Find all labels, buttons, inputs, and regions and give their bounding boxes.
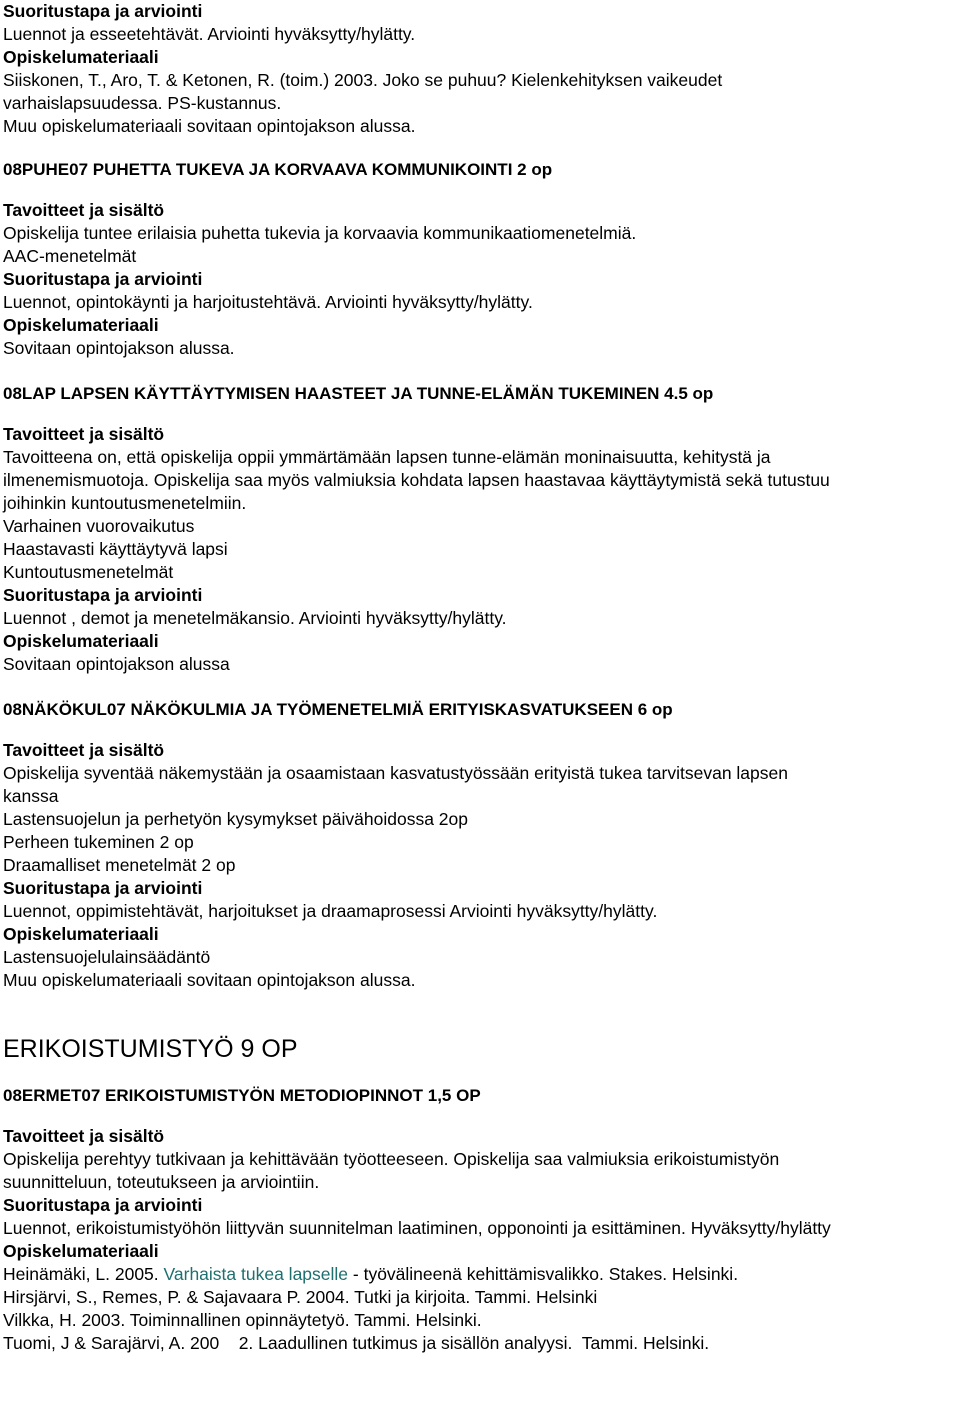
text-line: suunnitteluun, toteutukseen ja arviointiin.	[3, 1172, 320, 1192]
text-line: ilmenemismuotoja. Opiskelija saa myös valmiuksia kohdata lapsen haastavaa käyttäytymistä sekä tutustuu	[3, 470, 830, 490]
text-line: kanssa	[3, 786, 59, 806]
heading-tavoitteet: Tavoitteet ja sisältö	[3, 424, 165, 444]
text-line: Perheen tukeminen 2 op	[3, 832, 194, 852]
text-line: Luennot , demot ja menetelmäkansio. Arviointi hyväksytty/hylätty.	[3, 608, 507, 628]
text-line: Lastensuojelun ja perhetyön kysymykset päivähoidossa 2op	[3, 809, 469, 829]
section-intro	[3, 0, 960, 138]
course-title: 08LAP LAPSEN KÄYTTÄYTYMISEN HAASTEET JA TUNNE-ELÄMÄN TUKEMINEN 4.5 op	[3, 384, 714, 403]
section-nakokul07	[3, 698, 960, 992]
heading-tavoitteet: Tavoitteet ja sisältö	[3, 200, 165, 220]
heading-opiskelumateriaali: Opiskelumateriaali	[3, 315, 159, 335]
text-line: Sovitaan opintojakson alussa.	[3, 338, 235, 358]
reference-heinamaki	[3, 1263, 960, 1286]
text-line: Luennot, opintokäynti ja harjoitustehtävä. Arviointi hyväksytty/hylätty.	[3, 292, 533, 312]
text-line: Lastensuojelulainsäädäntö	[3, 947, 211, 967]
heading-suoritustapa: Suoritustapa ja arviointi	[3, 1, 203, 21]
section-puhe07	[3, 158, 960, 360]
reference-hirsjarvi: Hirsjärvi, S., Remes, P. & Sajavaara P. 2004. Tutki ja kirjoita. Tammi. Helsinki	[3, 1287, 598, 1307]
reference-text: Heinämäki, L. 2005.	[3, 1264, 164, 1284]
text-line: Sovitaan opintojakson alussa	[3, 654, 230, 674]
text-line: Opiskelija perehtyy tutkivaan ja kehittävään työotteeseen. Opiskelija saa valmiuksia erikoistumistyön	[3, 1149, 780, 1169]
heading-opiskelumateriaali: Opiskelumateriaali	[3, 631, 159, 651]
section-lap	[3, 382, 960, 676]
text-line: Luennot, erikoistumistyöhön liittyvän suunnitelman laatiminen, opponointi ja esittäminen. Hyväksytty/hylätty	[3, 1218, 831, 1238]
reference-link[interactable]: Varhaista tukea lapselle	[163, 1264, 349, 1284]
heading-tavoitteet: Tavoitteet ja sisältö	[3, 740, 165, 760]
heading-suoritustapa: Suoritustapa ja arviointi	[3, 269, 203, 289]
text-line: Luennot, oppimistehtävät, harjoitukset ja draamaprosessi Arviointi hyväksytty/hylätty.	[3, 901, 658, 921]
reference-text: - työvälineenä kehittämisvalikko. Stakes. Helsinki.	[348, 1264, 739, 1284]
heading-tavoitteet: Tavoitteet ja sisältö	[3, 1126, 165, 1146]
text-line: Draamalliset menetelmät 2 op	[3, 855, 236, 875]
text-line: Siiskonen, T., Aro, T. & Ketonen, R. (toim.) 2003. Joko se puhuu? Kielenkehityksen vaikeudet	[3, 70, 723, 90]
text-line: Opiskelija syventää näkemystään ja osaamistaan kasvatustyössään erityistä tukea tarvitsevan lapsen	[3, 763, 788, 783]
course-title: 08ERMET07 ERIKOISTUMISTYÖN METODIOPINNOT 1,5 OP	[3, 1086, 481, 1105]
text-line: Tavoitteena on, että opiskelija oppii ymmärtämään lapsen tunne-elämän moninaisuutta, kehitystä ja	[3, 447, 771, 467]
heading-opiskelumateriaali: Opiskelumateriaali	[3, 47, 159, 67]
heading-opiskelumateriaali: Opiskelumateriaali	[3, 924, 159, 944]
heading-suoritustapa: Suoritustapa ja arviointi	[3, 585, 203, 605]
text-line: AAC-menetelmät	[3, 246, 137, 266]
section-erikoistumistyo	[3, 1034, 960, 1355]
course-title: 08PUHE07 PUHETTA TUKEVA JA KORVAAVA KOMMUNIKOINTI 2 op	[3, 160, 553, 179]
heading-suoritustapa: Suoritustapa ja arviointi	[3, 1195, 203, 1215]
text-line: Luennot ja esseetehtävät. Arviointi hyväksytty/hylätty.	[3, 24, 416, 44]
text-line: varhaislapsuudessa. PS-kustannus.	[3, 93, 282, 113]
text-line: Kuntoutusmenetelmät	[3, 562, 174, 582]
heading-opiskelumateriaali: Opiskelumateriaali	[3, 1241, 159, 1261]
text-line: Varhainen vuorovaikutus	[3, 516, 195, 536]
course-title: 08NÄKÖKUL07 NÄKÖKULMIA JA TYÖMENETELMIÄ ERITYISKASVATUKSEEN 6 op	[3, 700, 673, 719]
reference-tuomi: Tuomi, J & Sarajärvi, A. 200 2. Laadullinen tutkimus ja sisällön analyysi. Tammi. Helsinki.	[3, 1333, 710, 1353]
text-line: Haastavasti käyttäytyvä lapsi	[3, 539, 228, 559]
text-line: joihinkin kuntoutusmenetelmiin.	[3, 493, 247, 513]
section-big-title: ERIKOISTUMISTYÖ 9 OP	[3, 1035, 298, 1063]
text-line: Opiskelija tuntee erilaisia puhetta tukevia ja korvaavia kommunikaatiomenetelmiä.	[3, 223, 637, 243]
heading-suoritustapa: Suoritustapa ja arviointi	[3, 878, 203, 898]
text-line: Muu opiskelumateriaali sovitaan opintojakson alussa.	[3, 970, 416, 990]
text-line: Muu opiskelumateriaali sovitaan opintojakson alussa.	[3, 116, 416, 136]
reference-vilkka: Vilkka, H. 2003. Toiminnallinen opinnäytetyö. Tammi. Helsinki.	[3, 1310, 482, 1330]
